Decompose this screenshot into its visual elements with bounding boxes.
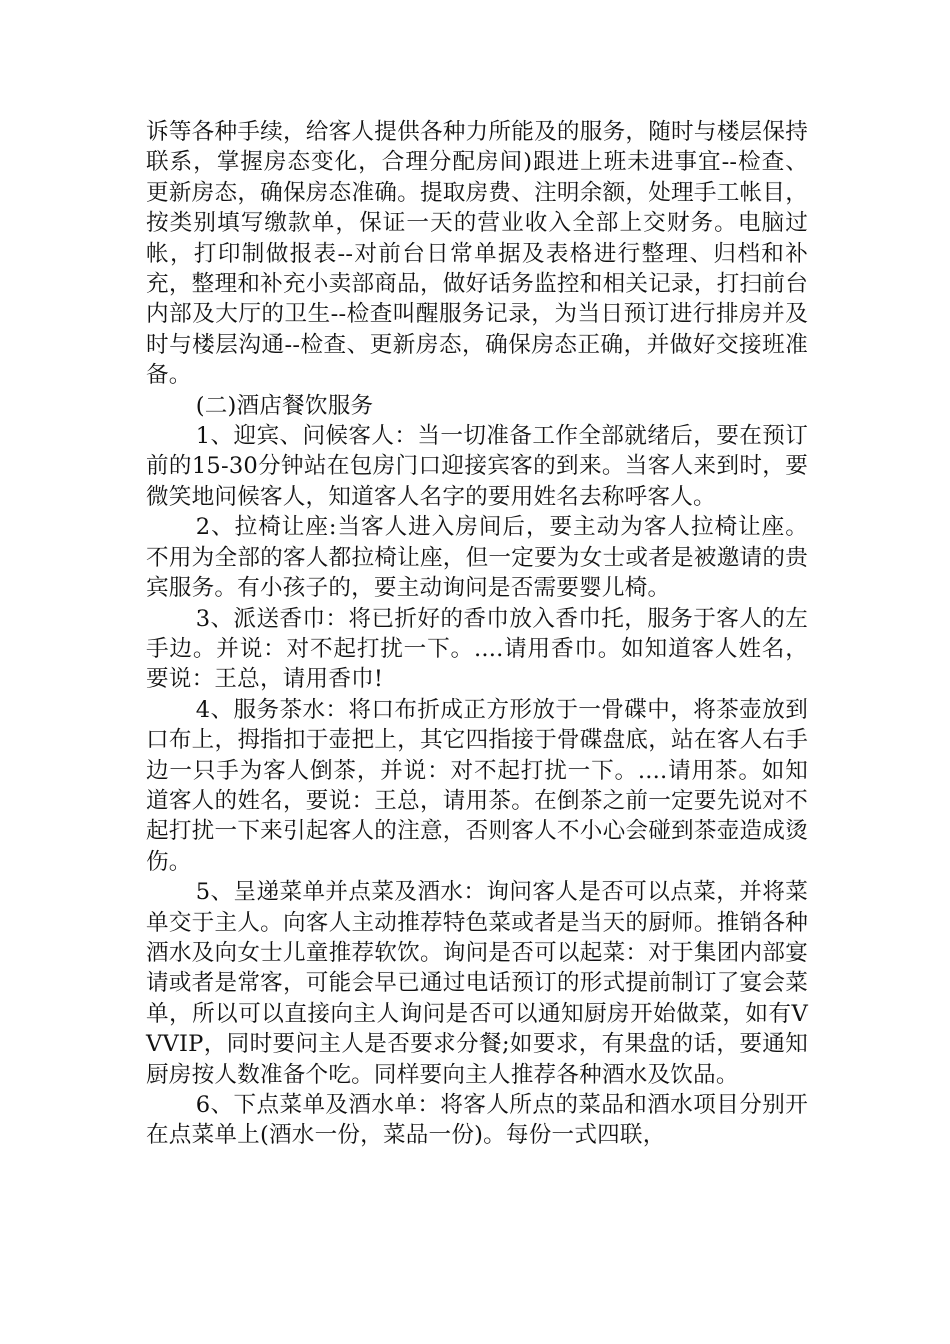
paragraph-step-6-order: 6、下点菜单及酒水单：将客人所点的菜品和酒水项目分别开在点菜单上(酒水一份，菜品一份)。每份一式四联， — [146, 1092, 808, 1149]
paragraph-front-desk-duties: 诉等各种手续，给客人提供各种力所能及的服务，随时与楼层保持联系，掌握房态变化，合理分配房间)跟进上班未进事宜--检查、更新房态，确保房态准确。提取房费、注明余额，处理手工帐目，按类别填写缴款单，保证一天的营业收入全部上交财务。电脑过帐，打印制做报表--对前台日常单据及表格进行整理、归档和补充，整理和补充小卖部商品，做好话务监控和相关记录，打扫前台内部及大厅的卫生--检查叫醒服务记录，为当日预订进行排房并及时与楼层沟通--检查、更新房态，确保房态正确，并做好交接班准备。 — [146, 119, 808, 389]
section-heading-restaurant-service: (二)酒店餐饮服务 — [195, 392, 374, 419]
document-page — [146, 117, 808, 1151]
paragraph-step-5-menu: 5、呈递菜单并点菜及酒水：询问客人是否可以点菜，并将菜单交于主人。向客人主动推荐特色菜或者是当天的厨师。推销各种酒水及向女士儿童推荐软饮。询问是否可以起菜：对于集团内部宴请或者是常客，可能会早已通过电话预订的形式提前制订了宴会菜单，所以可以直接向主人询问是否可以通知厨房开始做菜，如有VVVIP，同时要问主人是否要求分餐;如要求，有果盘的话，要通知厨房按人数准备个吃。同样要向主人推荐各种酒水及饮品。 — [146, 879, 808, 1088]
paragraph-step-1-greeting: 1、迎宾、问候客人：当一切准备工作全部就绪后，要在预订前的15-30分钟站在包房门口迎接宾客的到来。当客人来到时，要微笑地问候客人，知道客人名字的要用姓名去称呼客人。 — [146, 423, 808, 510]
paragraph-step-2-seating: 2、拉椅让座:当客人进入房间后，要主动为客人拉椅让座。不用为全部的客人都拉椅让座，但一定要为女士或者是被邀请的贵宾服务。有小孩子的，要主动询问是否需要婴儿椅。 — [146, 514, 808, 602]
paragraph-step-4-tea: 4、服务茶水：将口布折成正方形放于一骨碟中，将茶壶放到口布上，拇指扣于壶把上，其它四指接于骨碟盘底，站在客人右手边一只手为客人倒茶，并说：对不起打扰一下。....请用茶。如知道客人的姓名，要说：王总，请用茶。在倒茶之前一定要先说对不起打扰一下来引起客人的注意，否则客人不小心会碰到茶壶造成烫伤。 — [146, 696, 808, 875]
paragraph-step-3-towel: 3、派送香巾：将已折好的香巾放入香巾托，服务于客人的左手边。并说：对不起打扰一下。....请用香巾。如知道客人姓名，要说：王总，请用香巾! — [146, 605, 808, 693]
